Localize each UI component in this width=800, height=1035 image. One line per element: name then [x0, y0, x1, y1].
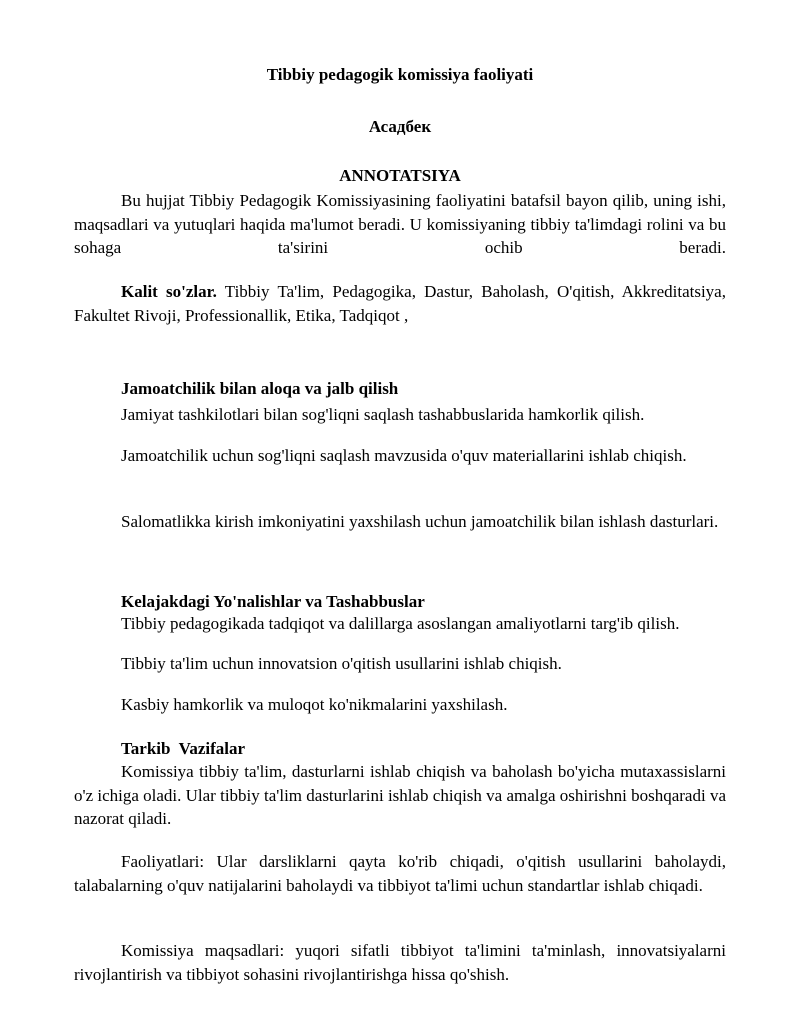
section2-paragraph-2: Tibbiy ta'lim uchun innovatsion o'qitish usullarini ishlab chiqish.	[121, 654, 562, 673]
annotation-paragraph: Bu hujjat Tibbiy Pedagogik Komissiyasining faoliyatini batafsil bayon qilib, uning ishi, maqsadlari va yutuqlari haqida ma'lumot beradi. U komissiyaning tibbiy ta'limdagi rolini va bu sohaga ta'sirini ochib beradi.	[74, 191, 726, 257]
keywords-label: Kalit so'zlar.	[121, 282, 217, 301]
keywords-paragraph	[74, 280, 726, 327]
section1-paragraph-3: Salomatlikka kirish imkoniyatini yaxshilash uchun jamoatchilik bilan ishlash dasturlari.	[121, 512, 719, 531]
section-heading-community: Jamoatchilik bilan aloqa va jalb qilish	[121, 379, 399, 398]
author-name: Асадбек	[368, 117, 432, 136]
keywords-text: Tibbiy Ta'lim, Pedagogika, Dastur, Baholash, O'qitish, Akkreditatsiya, Fakultet Rivoji, Professionallik, Etika, Tadqiqot ,	[74, 282, 726, 325]
section2-paragraph-3: Kasbiy hamkorlik va muloqot ko'nikmalarini yaxshilash.	[121, 695, 508, 714]
section-heading-future: Kelajakdagi Yo'nalishlar va Tashabbuslar	[121, 592, 425, 611]
section2-paragraph-1: Tibbiy pedagogikada tadqiqot va dalillarga asoslangan amaliyotlarni targ'ib qilish.	[121, 614, 680, 633]
section3-paragraph-3: Komissiya maqsadlari: yuqori sifatli tibbiyot ta'limini ta'minlash, innovatsiyalarni rivojlantirish va tibbiyot sohasini rivojlantirishga hissa qo'shish.	[74, 941, 726, 984]
section3-paragraph-2: Faoliyatlari: Ular darsliklarni qayta ko'rib chiqadi, o'qitish usullarini baholaydi, talabalarning o'quv natijalarini baholaydi va tibbiyot ta'limi uchun standartlar ishlab chiqadi.	[74, 852, 726, 895]
section1-paragraph-2: Jamoatchilik uchun sog'liqni saqlash mavzusida o'quv materiallarini ishlab chiqish.	[121, 446, 687, 465]
section-heading-composition: Tarkib Vazifalar	[121, 739, 246, 758]
document-title: Tibbiy pedagogik komissiya faoliyati	[266, 65, 534, 84]
section3-paragraph-1: Komissiya tibbiy ta'lim, dasturlarni ishlab chiqish va baholash bo'yicha mutaxassislarni o'z ichiga oladi. Ular tibbiy ta'lim dasturlarini ishlab chiqish va amalga oshirishni boshqaradi va nazorat qiladi.	[74, 762, 726, 828]
section1-paragraph-1: Jamiyat tashkilotlari bilan sog'liqni saqlash tashabbuslarida hamkorlik qilish.	[121, 405, 645, 424]
annotation-heading: ANNOTATSIYA	[339, 166, 461, 185]
